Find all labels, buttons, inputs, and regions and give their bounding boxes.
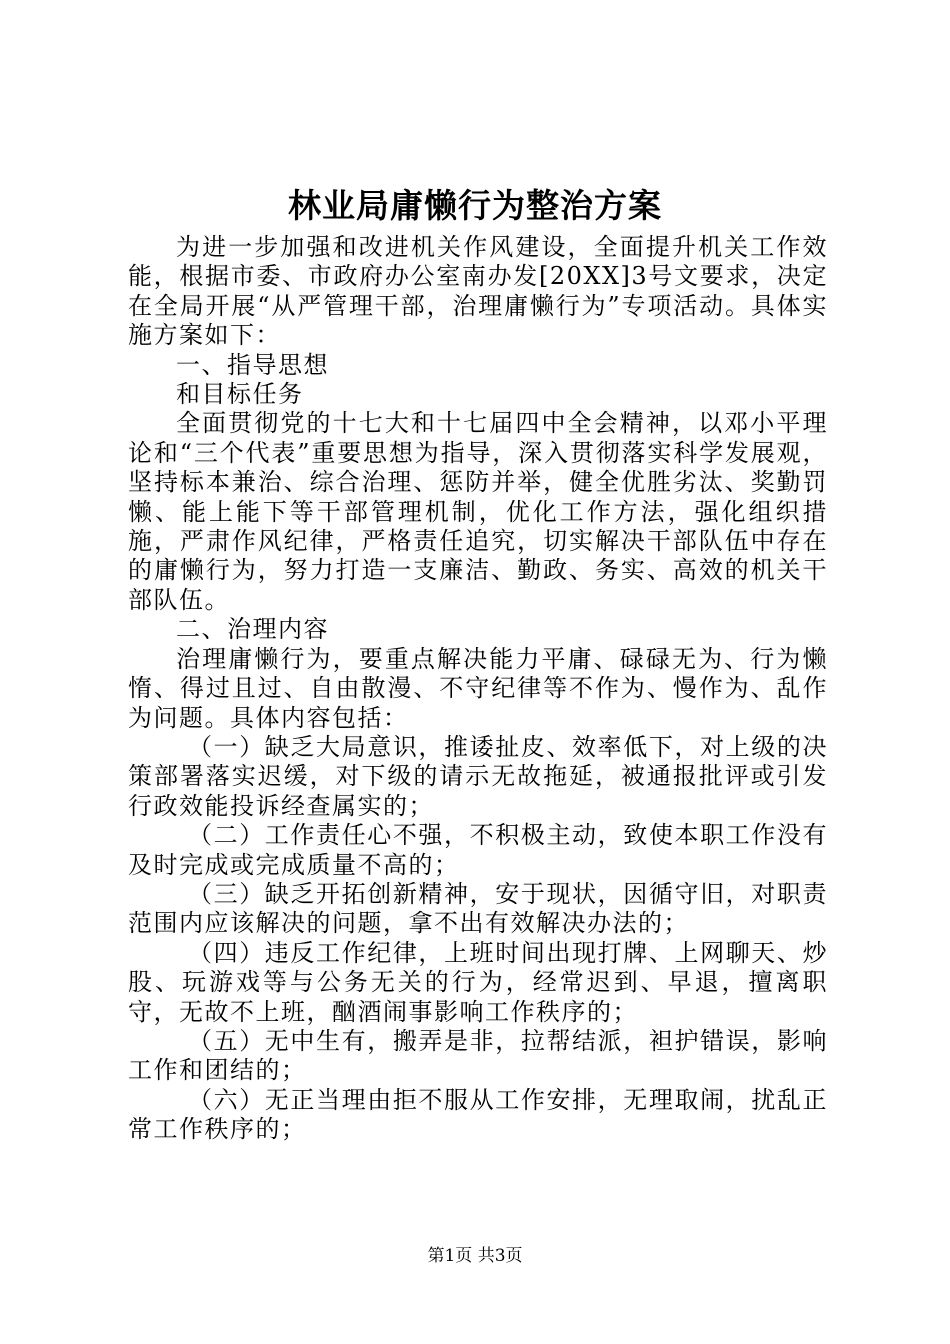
intro-paragraph: 为进一步加强和改进机关作风建设，全面提升机关工作效能，根据市委、市政府办公室南办发[20XX]3号文要求，决定在全局开展“从严管理干部，治理庸懒行为”专项活动。具体实施方案如下： bbox=[128, 233, 828, 350]
list-item-5: （五）无中生有，搬弄是非，拉帮结派，袒护错误，影响工作和团结的； bbox=[128, 1026, 828, 1085]
list-item-6: （六）无正当理由拒不服从工作安排，无理取闹，扰乱正常工作秩序的； bbox=[128, 1085, 828, 1144]
document-body bbox=[128, 233, 828, 1145]
document-title: 林业局庸懒行为整治方案 bbox=[288, 186, 662, 225]
section-heading-continuation: 和目标任务 bbox=[176, 380, 304, 409]
guiding-ideology-paragraph: 全面贯彻党的十七大和十七届四中全会精神，以邓小平理论和“三个代表”重要思想为指导，深入贯彻落实科学发展观，坚持标本兼治、综合治理、惩防并举，健全优胜劣汰、奖勤罚懒、能上能下等干部管理机制，优化工作方法，强化组织措施，严肃作风纪律，严格责任追究，切实解决干部队伍中存在的庸懒行为，努力打造一支廉洁、勤政、务实、高效的机关干部队伍。 bbox=[128, 409, 828, 614]
list-item-3: （三）缺乏开拓创新精神，安于现状，因循守旧，对职责范围内应该解决的问题，拿不出有效解决办法的； bbox=[128, 879, 828, 938]
content-intro-paragraph: 治理庸懒行为，要重点解决能力平庸、碌碌无为、行为懒惰、得过且过、自由散漫、不守纪律等不作为、慢作为、乱作为问题。具体内容包括： bbox=[128, 644, 828, 732]
list-item-4: （四）违反工作纪律，上班时间出现打牌、上网聊天、炒股、玩游戏等与公务无关的行为，经常迟到、早退，擅离职守，无故不上班，酗酒闹事影响工作秩序的； bbox=[128, 938, 828, 1026]
section-heading-content: 二、治理内容 bbox=[176, 615, 329, 644]
section-heading-guiding-ideology: 一、指导思想 bbox=[176, 350, 329, 379]
list-item-1: （一）缺乏大局意识，推诿扯皮、效率低下，对上级的决策部署落实迟缓，对下级的请示无故拖延，被通报批评或引发行政效能投诉经查属实的； bbox=[128, 732, 828, 820]
list-item-2: （二）工作责任心不强，不积极主动，致使本职工作没有及时完成或完成质量不高的； bbox=[128, 821, 828, 879]
page-footer: 第1页 共3页 bbox=[427, 1246, 523, 1266]
